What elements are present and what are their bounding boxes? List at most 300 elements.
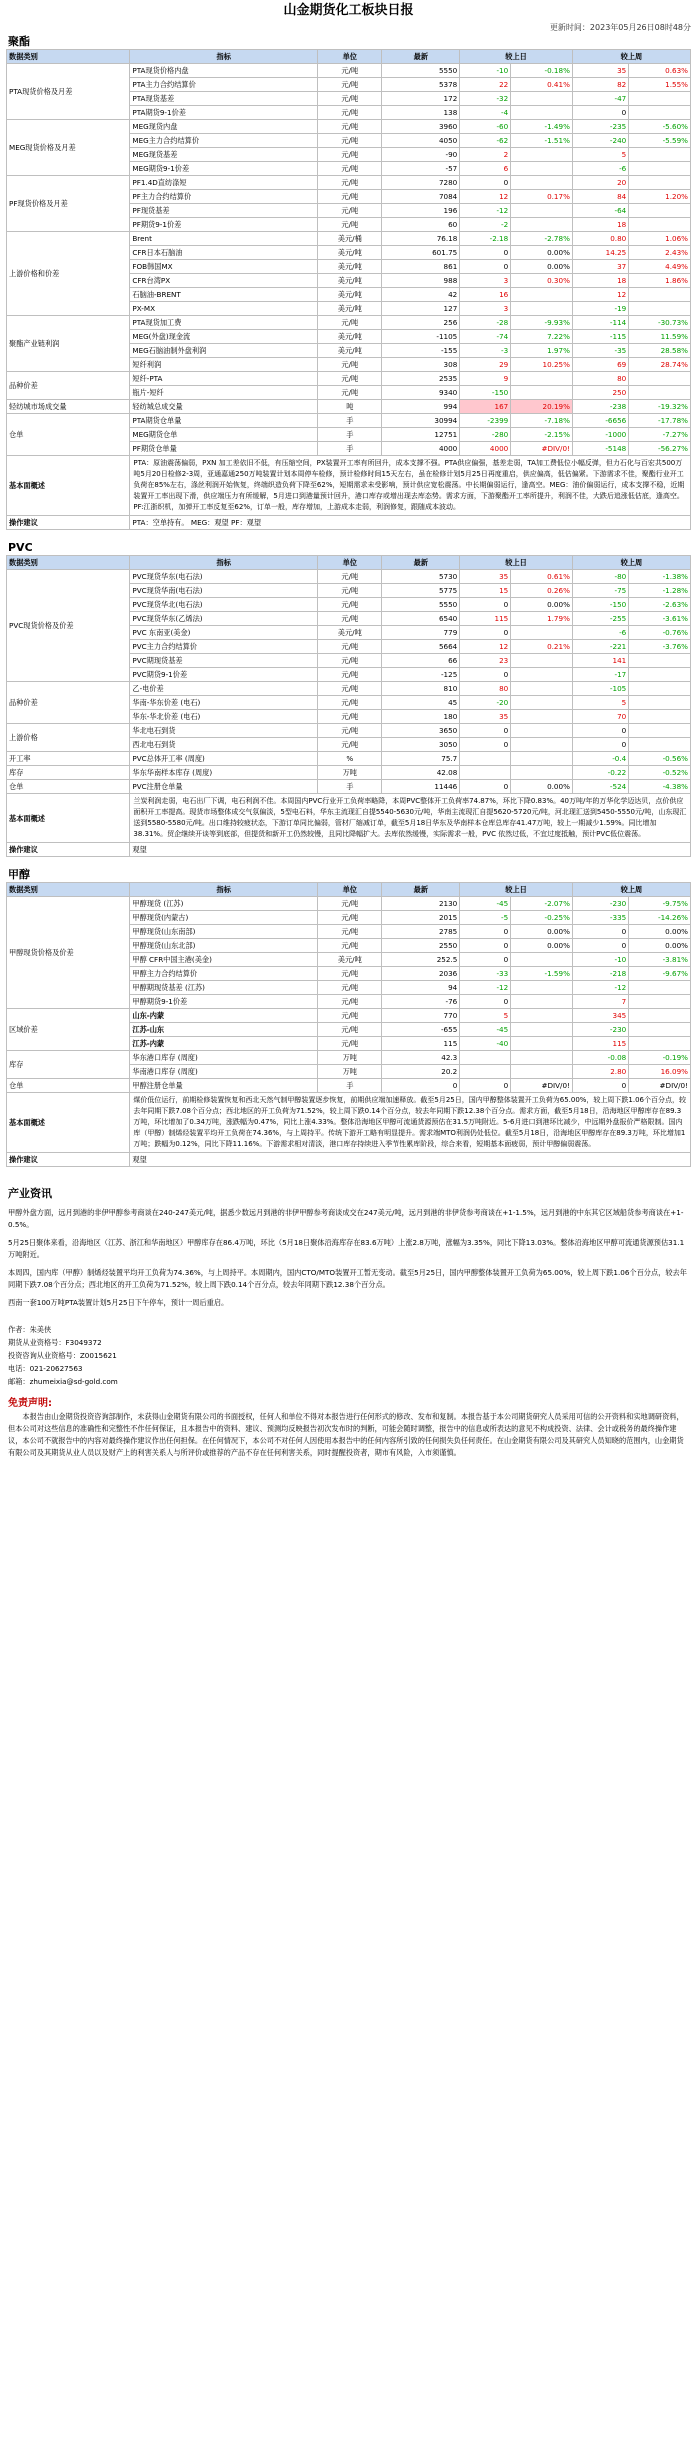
unit-cell: 万吨: [318, 1065, 382, 1079]
author-contact: [8, 1323, 689, 1388]
week-change-abs: -5148: [572, 442, 628, 456]
week-change-pct: -3.61%: [629, 612, 691, 626]
week-change-abs: 14.25: [572, 246, 628, 260]
week-change-pct: [629, 710, 691, 724]
unit-cell: 手: [318, 428, 382, 442]
indicator-name: 江苏-内蒙: [130, 1037, 318, 1051]
week-change-pct: 1.55%: [629, 78, 691, 92]
indicator-name: PF现货基差: [130, 204, 318, 218]
week-change-abs: -0.22: [572, 766, 628, 780]
latest-value: 115: [382, 1037, 460, 1051]
table-row: [7, 400, 691, 414]
day-change-pct: [511, 386, 573, 400]
day-change-abs: -5: [460, 911, 511, 925]
latest-value: 988: [382, 274, 460, 288]
day-change-pct: -7.18%: [511, 414, 573, 428]
table-row: [7, 372, 691, 386]
category-cell: 库存: [7, 1051, 130, 1079]
day-change-abs: 0: [460, 598, 511, 612]
indicator-name: 江苏-山东: [130, 1023, 318, 1037]
day-change-pct: [511, 995, 573, 1009]
week-change-pct: [629, 995, 691, 1009]
industry-news: [6, 1207, 691, 1309]
summary-label: 基本面概述: [7, 794, 130, 843]
day-change-pct: [511, 162, 573, 176]
week-change-abs: -150: [572, 598, 628, 612]
unit-cell: 元/吨: [318, 78, 382, 92]
day-change-abs: 12: [460, 640, 511, 654]
unit-cell: 元/吨: [318, 967, 382, 981]
indicator-name: 乙-电价差: [130, 682, 318, 696]
indicator-name: PVC现货华东(电石法): [130, 570, 318, 584]
day-change-abs: -3: [460, 344, 511, 358]
indicator-name: 华东港口库存 (周度): [130, 1051, 318, 1065]
week-change-pct: -5.60%: [629, 120, 691, 134]
unit-cell: 元/吨: [318, 668, 382, 682]
day-change-abs: -60: [460, 120, 511, 134]
week-change-abs: 20: [572, 176, 628, 190]
indicator-name: CFR日本石脑油: [130, 246, 318, 260]
week-change-abs: 0: [572, 925, 628, 939]
latest-value: 308: [382, 358, 460, 372]
unit-cell: 元/吨: [318, 190, 382, 204]
day-change-abs: 0: [460, 260, 511, 274]
latest-value: 20.2: [382, 1065, 460, 1079]
day-change-pct: -9.93%: [511, 316, 573, 330]
day-change-pct: [511, 106, 573, 120]
indicator-name: MEG石脑油制外盘利润: [130, 344, 318, 358]
latest-value: -57: [382, 162, 460, 176]
unit-cell: 元/吨: [318, 162, 382, 176]
news-paragraph: 本周四，国内库（甲醇）制烯烃装置平均开工负荷为74.36%，与上周持平。本周期内，国内CTO/MTO装置开工暂无变动。截至5月25日，国内甲醇整体装置开工负荷为65.00%，较上周下跌1.06个百分点，较去年同期下跌7.08个百分点；西北地区的开工负荷为71.52%，较上周下跌0.14个百分点，较去年同期下跌12.38个百分点。: [8, 1268, 687, 1289]
unit-cell: 元/吨: [318, 654, 382, 668]
week-change-pct: [629, 981, 691, 995]
day-change-pct: 0.61%: [511, 570, 573, 584]
summary-row: [7, 794, 691, 843]
table-row: [7, 176, 691, 190]
indicator-name: PTA现货基差: [130, 92, 318, 106]
week-change-abs: 0: [572, 106, 628, 120]
day-change-pct: -1.59%: [511, 967, 573, 981]
contact-line: 邮箱：zhumeixia@sd-gold.com: [8, 1377, 118, 1386]
section-title: 甲醇: [8, 868, 30, 881]
industry-title: 产业资讯: [8, 1187, 52, 1200]
category-cell: 品种价差: [7, 682, 130, 724]
week-change-abs: -335: [572, 911, 628, 925]
week-change-abs: -255: [572, 612, 628, 626]
latest-value: 180: [382, 710, 460, 724]
unit-cell: 元/吨: [318, 148, 382, 162]
day-change-pct: [511, 218, 573, 232]
week-change-pct: -4.38%: [629, 780, 691, 794]
indicator-name: PF1.4D直纺涤短: [130, 176, 318, 190]
report-title: 山金期货化工板块日报: [283, 3, 414, 18]
disclaimer-title: 免责声明:: [8, 1398, 52, 1409]
table-header: [7, 556, 691, 570]
week-change-abs: -218: [572, 967, 628, 981]
week-change-abs: 0.80: [572, 232, 628, 246]
indicator-name: CFR台湾PX: [130, 274, 318, 288]
day-change-abs: -32: [460, 92, 511, 106]
latest-value: -90: [382, 148, 460, 162]
day-change-abs: 35: [460, 710, 511, 724]
week-change-abs: -12: [572, 981, 628, 995]
week-change-pct: [629, 1023, 691, 1037]
table-header: [7, 883, 691, 897]
day-change-pct: [511, 1065, 573, 1079]
week-change-pct: [629, 1037, 691, 1051]
day-change-abs: [460, 1065, 511, 1079]
column-header: 较上日: [460, 883, 573, 897]
unit-cell: 元/吨: [318, 925, 382, 939]
day-change-abs: -150: [460, 386, 511, 400]
day-change-pct: 0.00%: [511, 939, 573, 953]
week-change-pct: 16.09%: [629, 1065, 691, 1079]
day-change-pct: [511, 752, 573, 766]
indicator-name: MEG(外盘)现金流: [130, 330, 318, 344]
day-change-abs: -45: [460, 1023, 511, 1037]
day-change-abs: 167: [460, 400, 511, 414]
week-change-abs: 2.80: [572, 1065, 628, 1079]
latest-value: 779: [382, 626, 460, 640]
indicator-name: 石脑油-BRENT: [130, 288, 318, 302]
indicator-name: PVC 东南亚(美金): [130, 626, 318, 640]
category-cell: PTA现货价格及月差: [7, 64, 130, 120]
week-change-pct: -17.78%: [629, 414, 691, 428]
day-change-abs: 22: [460, 78, 511, 92]
latest-value: 196: [382, 204, 460, 218]
day-change-pct: -2.78%: [511, 232, 573, 246]
indicator-name: 甲醇 CFR中国主港(美金): [130, 953, 318, 967]
week-change-abs: 0: [572, 738, 628, 752]
unit-cell: 元/吨: [318, 386, 382, 400]
indicator-name: PF主力合约结算价: [130, 190, 318, 204]
week-change-abs: 18: [572, 274, 628, 288]
day-change-abs: [460, 752, 511, 766]
unit-cell: 美元/吨: [318, 288, 382, 302]
indicator-name: PF期货仓单量: [130, 442, 318, 456]
unit-cell: 元/吨: [318, 92, 382, 106]
week-change-pct: 1.20%: [629, 190, 691, 204]
indicator-name: 甲醇现货(山东北部): [130, 939, 318, 953]
day-change-abs: 6: [460, 162, 511, 176]
unit-cell: 元/吨: [318, 724, 382, 738]
day-change-pct: 7.22%: [511, 330, 573, 344]
unit-cell: 元/吨: [318, 598, 382, 612]
indicator-name: 甲醇注册仓单量: [130, 1079, 318, 1093]
strategy-label: 操作建议: [7, 1153, 130, 1167]
category-cell: PF现货价格及月差: [7, 176, 130, 232]
latest-value: 138: [382, 106, 460, 120]
week-change-abs: -238: [572, 400, 628, 414]
column-header: 数据类别: [7, 50, 130, 64]
day-change-pct: 20.19%: [511, 400, 573, 414]
latest-value: 5550: [382, 64, 460, 78]
day-change-pct: -2.07%: [511, 897, 573, 911]
indicator-name: 山东-内蒙: [130, 1009, 318, 1023]
indicator-name: MEG现货内盘: [130, 120, 318, 134]
latest-value: 2036: [382, 967, 460, 981]
table-row: [7, 64, 691, 78]
week-change-pct: 4.49%: [629, 260, 691, 274]
unit-cell: 元/吨: [318, 584, 382, 598]
category-cell: 品种价差: [7, 372, 130, 400]
strategy-text: 观望: [130, 843, 691, 857]
report-page: [6, 0, 691, 1459]
latest-value: 11446: [382, 780, 460, 794]
week-change-pct: -9.75%: [629, 897, 691, 911]
section-spacer: [6, 530, 691, 540]
unit-cell: 万吨: [318, 766, 382, 780]
indicator-name: 甲醇现货 (江苏): [130, 897, 318, 911]
table-row: [7, 682, 691, 696]
indicator-name: FOB韩国MX: [130, 260, 318, 274]
category-cell: 仓单: [7, 414, 130, 456]
week-change-pct: [629, 386, 691, 400]
day-change-pct: 0.00%: [511, 260, 573, 274]
day-change-abs: 16: [460, 288, 511, 302]
indicator-name: 短纤利润: [130, 358, 318, 372]
week-change-pct: [629, 654, 691, 668]
day-change-pct: -1.49%: [511, 120, 573, 134]
week-change-abs: -6: [572, 162, 628, 176]
data-table: [6, 49, 691, 530]
latest-value: 42.3: [382, 1051, 460, 1065]
day-change-pct: [511, 1037, 573, 1051]
week-change-abs: -0.08: [572, 1051, 628, 1065]
week-change-pct: -56.27%: [629, 442, 691, 456]
day-change-abs: 80: [460, 682, 511, 696]
category-cell: 仓单: [7, 1079, 130, 1093]
week-change-pct: [629, 372, 691, 386]
week-change-abs: 7: [572, 995, 628, 1009]
table-row: [7, 1009, 691, 1023]
week-change-pct: -14.26%: [629, 911, 691, 925]
day-change-abs: -20: [460, 696, 511, 710]
indicator-name: 甲醇主力合约结算价: [130, 967, 318, 981]
week-change-abs: -524: [572, 780, 628, 794]
day-change-pct: -0.25%: [511, 911, 573, 925]
indicator-name: PVC总体开工率 (周度): [130, 752, 318, 766]
day-change-pct: 0.00%: [511, 598, 573, 612]
category-cell: 区域价差: [7, 1009, 130, 1051]
week-change-pct: 28.74%: [629, 358, 691, 372]
week-change-abs: -64: [572, 204, 628, 218]
latest-value: 770: [382, 1009, 460, 1023]
indicator-name: 西北电石到货: [130, 738, 318, 752]
indicator-name: 甲醇期货9-1价差: [130, 995, 318, 1009]
day-change-abs: 0: [460, 780, 511, 794]
latest-value: -125: [382, 668, 460, 682]
week-change-abs: -6: [572, 626, 628, 640]
week-change-pct: -3.81%: [629, 953, 691, 967]
column-header: 数据类别: [7, 883, 130, 897]
indicator-name: PVC期货9-1价差: [130, 668, 318, 682]
indicator-name: 华东华南样本库存 (周度): [130, 766, 318, 780]
week-change-abs: -105: [572, 682, 628, 696]
section-spacer: [6, 1167, 691, 1177]
contact-line: 投资咨询从业资格号：Z0015621: [8, 1351, 117, 1360]
table-row: [7, 1079, 691, 1093]
day-change-abs: 35: [460, 570, 511, 584]
strategy-row: [7, 843, 691, 857]
table-row: [7, 120, 691, 134]
indicator-name: PTA期货9-1价差: [130, 106, 318, 120]
day-change-pct: 0.30%: [511, 274, 573, 288]
day-change-abs: 0: [460, 176, 511, 190]
day-change-abs: 115: [460, 612, 511, 626]
day-change-pct: [511, 696, 573, 710]
day-change-abs: -4: [460, 106, 511, 120]
table-row: [7, 414, 691, 428]
week-change-pct: [629, 1009, 691, 1023]
day-change-pct: 1.97%: [511, 344, 573, 358]
day-change-abs: -12: [460, 981, 511, 995]
latest-value: 2535: [382, 372, 460, 386]
table-row: [7, 316, 691, 330]
latest-value: 42.08: [382, 766, 460, 780]
latest-value: 7280: [382, 176, 460, 190]
latest-value: 2015: [382, 911, 460, 925]
unit-cell: 元/吨: [318, 570, 382, 584]
day-change-abs: [460, 766, 511, 780]
day-change-pct: #DIV/0!: [511, 442, 573, 456]
day-change-pct: 0.41%: [511, 78, 573, 92]
category-cell: 甲醇现货价格及价差: [7, 897, 130, 1009]
day-change-abs: -28: [460, 316, 511, 330]
unit-cell: 元/吨: [318, 134, 382, 148]
week-change-abs: -230: [572, 897, 628, 911]
day-change-abs: -12: [460, 204, 511, 218]
week-change-abs: -230: [572, 1023, 628, 1037]
latest-value: 12751: [382, 428, 460, 442]
day-change-abs: -45: [460, 897, 511, 911]
unit-cell: 元/吨: [318, 1023, 382, 1037]
indicator-name: 瓶片-短纤: [130, 386, 318, 400]
indicator-name: MEG期货9-1价差: [130, 162, 318, 176]
week-change-abs: 84: [572, 190, 628, 204]
latest-value: 60: [382, 218, 460, 232]
indicator-name: MEG现货基差: [130, 148, 318, 162]
data-table: [6, 555, 691, 857]
latest-value: 127: [382, 302, 460, 316]
week-change-pct: -30.73%: [629, 316, 691, 330]
week-change-abs: -17: [572, 668, 628, 682]
summary-label: 基本面概述: [7, 456, 130, 516]
indicator-name: 甲醇现货(内蒙古): [130, 911, 318, 925]
unit-cell: 元/吨: [318, 696, 382, 710]
day-change-pct: 0.00%: [511, 246, 573, 260]
week-change-pct: -2.63%: [629, 598, 691, 612]
week-change-pct: [629, 288, 691, 302]
latest-value: 0: [382, 1079, 460, 1093]
indicator-name: 华南-华东价差 (电石): [130, 696, 318, 710]
indicator-name: MEG期货仓单: [130, 428, 318, 442]
day-change-abs: -2: [460, 218, 511, 232]
day-change-abs: 5: [460, 1009, 511, 1023]
day-change-abs: 12: [460, 190, 511, 204]
column-header: 指标: [130, 556, 318, 570]
table-header: [7, 50, 691, 64]
news-paragraph: 5月25日聚体来看，沿海地区（江苏、浙江和华南地区）甲醇库存在86.4万吨，环比（5月18日聚体沿海库存在83.6万吨）上涨2.8万吨，涨幅为3.35%，同比下降13.03%。整体沿海地区甲醇可流通货源预估31.1万吨附近。: [8, 1238, 685, 1259]
day-change-pct: [511, 148, 573, 162]
unit-cell: 手: [318, 780, 382, 794]
day-change-abs: -33: [460, 967, 511, 981]
day-change-abs: 23: [460, 654, 511, 668]
day-change-abs: 2: [460, 148, 511, 162]
week-change-abs: 0: [572, 724, 628, 738]
week-change-pct: [629, 218, 691, 232]
week-change-pct: 28.58%: [629, 344, 691, 358]
day-change-pct: [511, 654, 573, 668]
indicator-name: 甲醇期现货基差 (江苏): [130, 981, 318, 995]
latest-value: -655: [382, 1023, 460, 1037]
day-change-abs: [460, 1051, 511, 1065]
table-row: [7, 766, 691, 780]
category-cell: PVC现货价格及价差: [7, 570, 130, 682]
week-change-pct: -5.59%: [629, 134, 691, 148]
data-table: [6, 882, 691, 1167]
day-change-pct: [511, 372, 573, 386]
indicator-name: PF期货9-1价差: [130, 218, 318, 232]
unit-cell: 元/吨: [318, 897, 382, 911]
week-change-abs: -80: [572, 570, 628, 584]
strategy-row: [7, 516, 691, 530]
indicator-name: Brent: [130, 232, 318, 246]
latest-value: 2550: [382, 939, 460, 953]
day-change-pct: [511, 766, 573, 780]
latest-value: 3650: [382, 724, 460, 738]
column-header: 最新: [382, 556, 460, 570]
week-change-abs: 5: [572, 148, 628, 162]
indicator-name: PTA主力合约结算价: [130, 78, 318, 92]
week-change-abs: 37: [572, 260, 628, 274]
unit-cell: 元/吨: [318, 612, 382, 626]
indicator-name: 华东-华北价差 (电石): [130, 710, 318, 724]
day-change-pct: [511, 1009, 573, 1023]
column-header: 单位: [318, 50, 382, 64]
column-header: 较上周: [572, 50, 690, 64]
day-change-abs: 0: [460, 953, 511, 967]
latest-value: 2785: [382, 925, 460, 939]
day-change-pct: [511, 204, 573, 218]
week-change-abs: 82: [572, 78, 628, 92]
week-change-pct: [629, 668, 691, 682]
strategy-text: PTA：空单持有。 MEG：观望 PF：观望: [130, 516, 691, 530]
day-change-pct: 10.25%: [511, 358, 573, 372]
unit-cell: 美元/吨: [318, 274, 382, 288]
unit-cell: 元/吨: [318, 682, 382, 696]
column-header: 指标: [130, 883, 318, 897]
category-cell: 上游价格和价差: [7, 232, 130, 316]
strategy-label: 操作建议: [7, 516, 130, 530]
unit-cell: 元/吨: [318, 218, 382, 232]
week-change-pct: [629, 738, 691, 752]
week-change-abs: -240: [572, 134, 628, 148]
latest-value: 4000: [382, 442, 460, 456]
table-row: [7, 752, 691, 766]
latest-value: 5730: [382, 570, 460, 584]
week-change-abs: 5: [572, 696, 628, 710]
indicator-name: 甲醇现货(山东南部): [130, 925, 318, 939]
latest-value: 172: [382, 92, 460, 106]
latest-value: 994: [382, 400, 460, 414]
day-change-abs: 9: [460, 372, 511, 386]
week-change-pct: -0.76%: [629, 626, 691, 640]
day-change-pct: 0.26%: [511, 584, 573, 598]
column-header: 单位: [318, 556, 382, 570]
day-change-abs: -2.18: [460, 232, 511, 246]
